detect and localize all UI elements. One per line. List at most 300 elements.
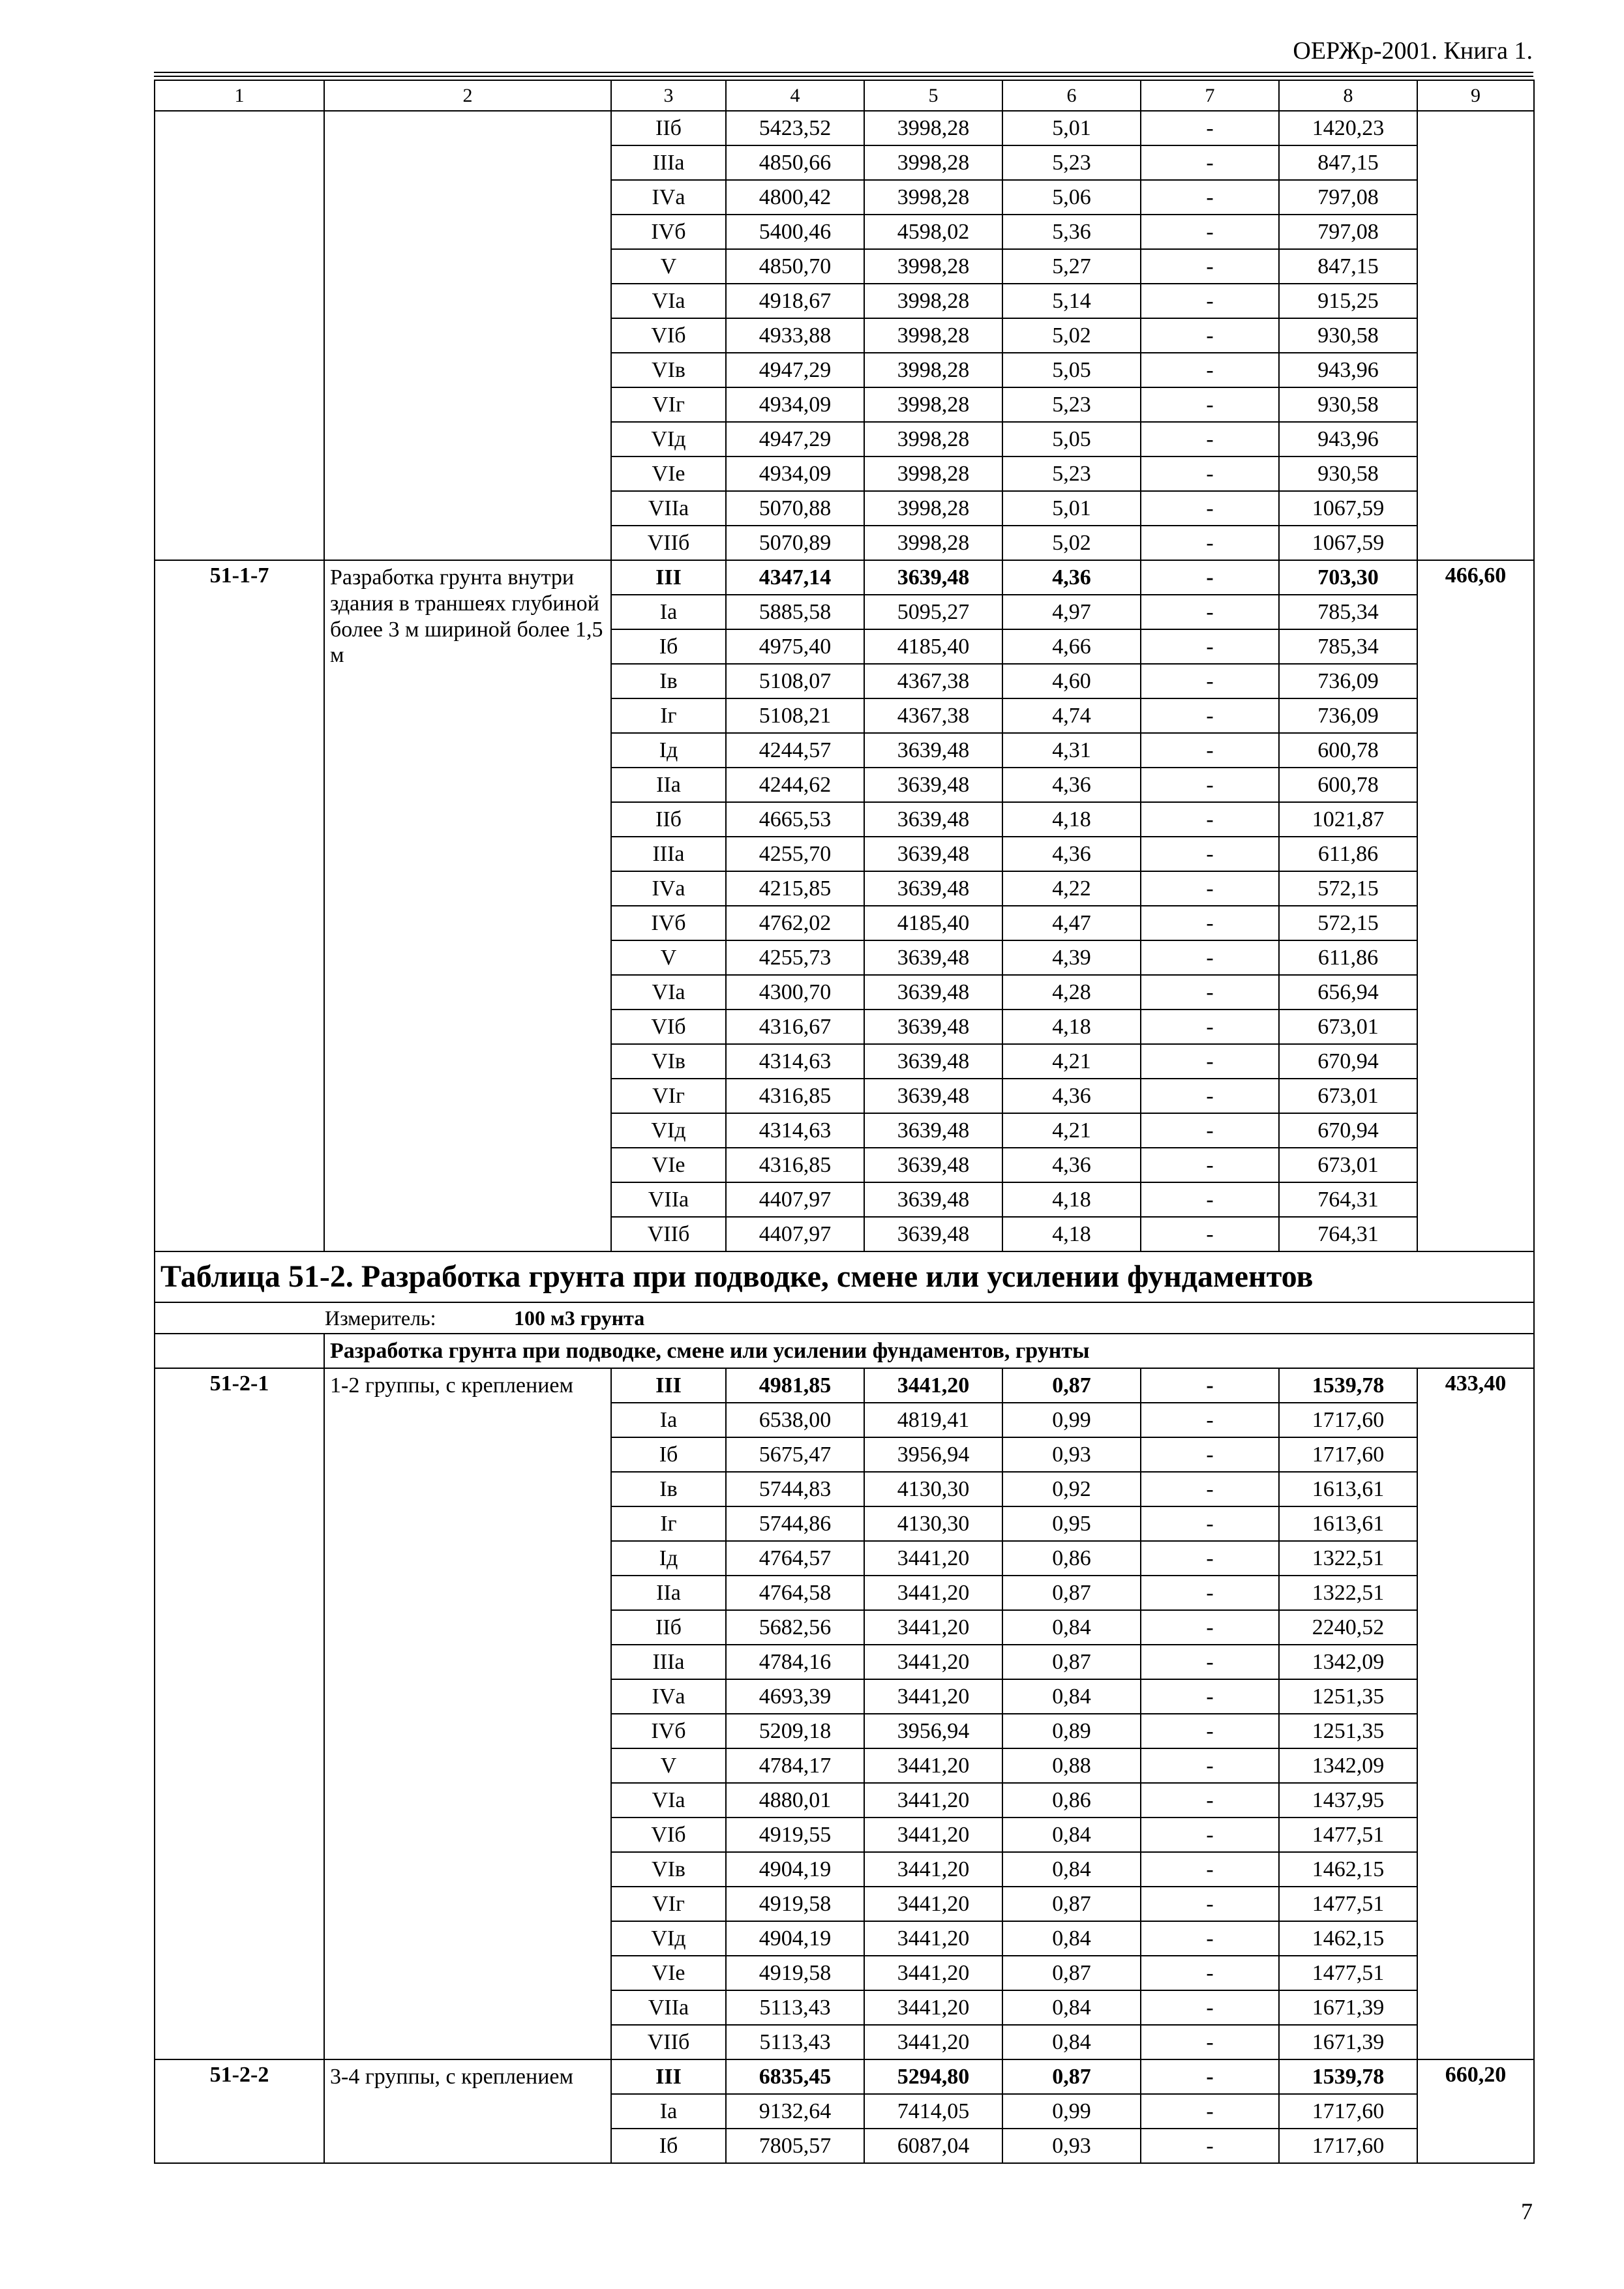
column-number-row xyxy=(155,80,1534,111)
soil-condition-cell: VIе xyxy=(611,1956,726,1990)
materials-cell: - xyxy=(1141,1541,1279,1576)
labor-cell: 572,15 xyxy=(1279,906,1417,940)
labor-cell: 1322,51 xyxy=(1279,1541,1417,1576)
wage-cell: 3998,28 xyxy=(864,180,1002,215)
soil-condition-cell: VIIа xyxy=(611,1990,726,2025)
direct-cost-cell: 4314,63 xyxy=(726,1113,864,1148)
wage-cell: 3956,94 xyxy=(864,1714,1002,1748)
machine-cell: 4,66 xyxy=(1002,629,1141,664)
machine-cell: 5,06 xyxy=(1002,180,1141,215)
machine-cell: 0,87 xyxy=(1002,1956,1141,1990)
materials-cell: - xyxy=(1141,2025,1279,2059)
wage-cell: 3998,28 xyxy=(864,526,1002,560)
materials-cell: - xyxy=(1141,111,1279,145)
machine-cell: 0,86 xyxy=(1002,1541,1141,1576)
direct-cost-cell: 4947,29 xyxy=(726,422,864,456)
soil-condition-cell: III xyxy=(611,1368,726,1403)
soil-condition-cell: VIд xyxy=(611,1113,726,1148)
machine-cell: 0,88 xyxy=(1002,1748,1141,1783)
soil-condition-cell: Iв xyxy=(611,1472,726,1506)
wage-cell: 5294,80 xyxy=(864,2059,1002,2094)
machine-cell: 5,05 xyxy=(1002,353,1141,387)
direct-cost-cell: 6835,45 xyxy=(726,2059,864,2094)
materials-cell: - xyxy=(1141,1887,1279,1921)
direct-cost-cell: 5108,07 xyxy=(726,664,864,698)
running-header: ОЕРЖр-2001. Книга 1. xyxy=(1293,37,1533,65)
materials-cell: - xyxy=(1141,698,1279,733)
materials-cell: - xyxy=(1141,249,1279,284)
materials-cell: - xyxy=(1141,2129,1279,2163)
direct-cost-cell: 4762,02 xyxy=(726,906,864,940)
table-title: Таблица 51-2. Разработка грунта при подводке, смене или усилении фундаментов xyxy=(155,1251,1534,1302)
wage-cell: 3441,20 xyxy=(864,1818,1002,1852)
wage-cell: 3639,48 xyxy=(864,1113,1002,1148)
wage-cell: 6087,04 xyxy=(864,2129,1002,2163)
wage-cell: 3441,20 xyxy=(864,1368,1002,1403)
direct-cost-cell: 5885,58 xyxy=(726,595,864,629)
direct-cost-cell: 4947,29 xyxy=(726,353,864,387)
soil-condition-cell: IVа xyxy=(611,180,726,215)
labor-cell: 797,08 xyxy=(1279,215,1417,249)
soil-condition-cell: Iа xyxy=(611,2094,726,2129)
soil-condition-cell: IIб xyxy=(611,802,726,837)
soil-condition-cell: Iг xyxy=(611,1506,726,1541)
direct-cost-cell: 4904,19 xyxy=(726,1921,864,1956)
labor-cell: 1717,60 xyxy=(1279,1437,1417,1472)
labor-cell: 847,15 xyxy=(1279,249,1417,284)
wage-cell: 3639,48 xyxy=(864,975,1002,1010)
wage-cell: 3639,48 xyxy=(864,1148,1002,1182)
soil-condition-cell: VIб xyxy=(611,318,726,353)
direct-cost-cell: 4981,85 xyxy=(726,1368,864,1403)
labor-cell: 930,58 xyxy=(1279,456,1417,491)
machine-cell: 4,18 xyxy=(1002,802,1141,837)
soil-condition-cell: Iб xyxy=(611,629,726,664)
labor-cell: 915,25 xyxy=(1279,284,1417,318)
labor-cell: 1477,51 xyxy=(1279,1818,1417,1852)
wage-cell: 3441,20 xyxy=(864,1541,1002,1576)
soil-condition-cell: VIг xyxy=(611,1079,726,1113)
wage-cell: 4130,30 xyxy=(864,1472,1002,1506)
materials-cell: - xyxy=(1141,1576,1279,1610)
direct-cost-cell: 4764,58 xyxy=(726,1576,864,1610)
labor-cell: 736,09 xyxy=(1279,664,1417,698)
labor-cell: 673,01 xyxy=(1279,1079,1417,1113)
rate-cell: 466,60 xyxy=(1417,560,1534,1251)
wage-cell: 7414,05 xyxy=(864,2094,1002,2129)
materials-cell: - xyxy=(1141,215,1279,249)
labor-cell: 611,86 xyxy=(1279,940,1417,975)
direct-cost-cell: 5675,47 xyxy=(726,1437,864,1472)
labor-cell: 785,34 xyxy=(1279,629,1417,664)
labor-cell: 1342,09 xyxy=(1279,1748,1417,1783)
wage-cell: 3441,20 xyxy=(864,1887,1002,1921)
wage-cell: 3639,48 xyxy=(864,871,1002,906)
machine-cell: 4,21 xyxy=(1002,1044,1141,1079)
wage-cell: 4367,38 xyxy=(864,698,1002,733)
soil-condition-cell: IIIа xyxy=(611,1645,726,1679)
soil-condition-cell: IIIа xyxy=(611,837,726,871)
materials-cell: - xyxy=(1141,318,1279,353)
labor-cell: 943,96 xyxy=(1279,422,1417,456)
soil-condition-cell: IVб xyxy=(611,1714,726,1748)
direct-cost-cell: 4255,70 xyxy=(726,837,864,871)
materials-cell: - xyxy=(1141,2059,1279,2094)
direct-cost-cell: 4800,42 xyxy=(726,180,864,215)
wage-cell: 3639,48 xyxy=(864,560,1002,595)
materials-cell: - xyxy=(1141,180,1279,215)
labor-cell: 847,15 xyxy=(1279,145,1417,180)
code-cell: 51-2-2 xyxy=(155,2059,324,2163)
direct-cost-cell: 4693,39 xyxy=(726,1679,864,1714)
wage-cell: 3639,48 xyxy=(864,837,1002,871)
materials-cell: - xyxy=(1141,1113,1279,1148)
column-number: 3 xyxy=(611,80,726,111)
soil-condition-cell: V xyxy=(611,249,726,284)
materials-cell: - xyxy=(1141,387,1279,422)
direct-cost-cell: 4255,73 xyxy=(726,940,864,975)
direct-cost-cell: 4314,63 xyxy=(726,1044,864,1079)
machine-cell: 4,21 xyxy=(1002,1113,1141,1148)
wage-cell: 3639,48 xyxy=(864,802,1002,837)
direct-cost-cell: 5070,88 xyxy=(726,491,864,526)
labor-cell: 930,58 xyxy=(1279,318,1417,353)
direct-cost-cell: 4933,88 xyxy=(726,318,864,353)
machine-cell: 0,93 xyxy=(1002,2129,1141,2163)
direct-cost-cell: 5682,56 xyxy=(726,1610,864,1645)
page-number: 7 xyxy=(1521,2198,1533,2224)
direct-cost-cell: 4244,62 xyxy=(726,768,864,802)
materials-cell: - xyxy=(1141,1403,1279,1437)
labor-cell: 1021,87 xyxy=(1279,802,1417,837)
wage-cell: 3441,20 xyxy=(864,1610,1002,1645)
machine-cell: 4,60 xyxy=(1002,664,1141,698)
soil-condition-cell: IIIа xyxy=(611,145,726,180)
labor-cell: 1251,35 xyxy=(1279,1679,1417,1714)
materials-cell: - xyxy=(1141,595,1279,629)
wage-cell: 4819,41 xyxy=(864,1403,1002,1437)
machine-cell: 4,18 xyxy=(1002,1010,1141,1044)
soil-condition-cell: VIа xyxy=(611,284,726,318)
column-number: 5 xyxy=(864,80,1002,111)
machine-cell: 4,39 xyxy=(1002,940,1141,975)
machine-cell: 4,47 xyxy=(1002,906,1141,940)
materials-cell: - xyxy=(1141,1437,1279,1472)
soil-condition-cell: IIб xyxy=(611,1610,726,1645)
labor-cell: 1613,61 xyxy=(1279,1506,1417,1541)
machine-cell: 4,31 xyxy=(1002,733,1141,768)
blank-cell xyxy=(155,1334,324,1368)
machine-cell: 5,23 xyxy=(1002,456,1141,491)
soil-condition-cell: IIа xyxy=(611,1576,726,1610)
wage-cell: 4367,38 xyxy=(864,664,1002,698)
description-cell xyxy=(324,111,611,560)
labor-cell: 673,01 xyxy=(1279,1148,1417,1182)
machine-cell: 0,84 xyxy=(1002,1610,1141,1645)
materials-cell: - xyxy=(1141,1645,1279,1679)
soil-condition-cell: VIв xyxy=(611,1044,726,1079)
direct-cost-cell: 4918,67 xyxy=(726,284,864,318)
materials-cell: - xyxy=(1141,871,1279,906)
direct-cost-cell: 4934,09 xyxy=(726,456,864,491)
machine-cell: 0,84 xyxy=(1002,1990,1141,2025)
materials-cell: - xyxy=(1141,768,1279,802)
materials-cell: - xyxy=(1141,1852,1279,1887)
direct-cost-cell: 4316,67 xyxy=(726,1010,864,1044)
column-number: 6 xyxy=(1002,80,1141,111)
wage-cell: 3956,94 xyxy=(864,1437,1002,1472)
direct-cost-cell: 7805,57 xyxy=(726,2129,864,2163)
soil-condition-cell: VIв xyxy=(611,353,726,387)
machine-cell: 5,01 xyxy=(1002,491,1141,526)
wage-cell: 4185,40 xyxy=(864,629,1002,664)
soil-condition-cell: III xyxy=(611,560,726,595)
materials-cell: - xyxy=(1141,1679,1279,1714)
soil-condition-cell: VIб xyxy=(611,1818,726,1852)
code-cell xyxy=(155,111,324,560)
materials-cell: - xyxy=(1141,802,1279,837)
labor-cell: 736,09 xyxy=(1279,698,1417,733)
labor-cell: 785,34 xyxy=(1279,595,1417,629)
soil-condition-cell: V xyxy=(611,1748,726,1783)
soil-condition-cell: IVа xyxy=(611,871,726,906)
machine-cell: 5,14 xyxy=(1002,284,1141,318)
description-cell: 1-2 группы, с креплением xyxy=(324,1368,611,2059)
materials-cell: - xyxy=(1141,1506,1279,1541)
direct-cost-cell: 4919,55 xyxy=(726,1818,864,1852)
column-number: 2 xyxy=(324,80,611,111)
table-row xyxy=(155,2059,1534,2094)
direct-cost-cell: 5400,46 xyxy=(726,215,864,249)
direct-cost-cell: 5070,89 xyxy=(726,526,864,560)
wage-cell: 3639,48 xyxy=(864,1182,1002,1217)
labor-cell: 1420,23 xyxy=(1279,111,1417,145)
materials-cell: - xyxy=(1141,1990,1279,2025)
description-cell: Разработка грунта внутри здания в траншеях глубиной более 3 м шириной более 1,5 м xyxy=(324,560,611,1251)
wage-cell: 4598,02 xyxy=(864,215,1002,249)
labor-cell: 1477,51 xyxy=(1279,1956,1417,1990)
direct-cost-cell: 4934,09 xyxy=(726,387,864,422)
labor-cell: 600,78 xyxy=(1279,768,1417,802)
description-cell: 3-4 группы, с креплением xyxy=(324,2059,611,2163)
materials-cell: - xyxy=(1141,145,1279,180)
machine-cell: 0,87 xyxy=(1002,1368,1141,1403)
direct-cost-cell: 4316,85 xyxy=(726,1079,864,1113)
soil-condition-cell: VIд xyxy=(611,422,726,456)
code-cell: 51-1-7 xyxy=(155,560,324,1251)
soil-condition-cell: VIIа xyxy=(611,1182,726,1217)
soil-condition-cell: IIа xyxy=(611,768,726,802)
materials-cell: - xyxy=(1141,456,1279,491)
soil-condition-cell: Iб xyxy=(611,1437,726,1472)
machine-cell: 4,36 xyxy=(1002,768,1141,802)
table-row xyxy=(155,111,1534,145)
machine-cell: 0,84 xyxy=(1002,1921,1141,1956)
materials-cell: - xyxy=(1141,491,1279,526)
header-rule-thin xyxy=(154,76,1533,77)
machine-cell: 4,22 xyxy=(1002,871,1141,906)
machine-cell: 0,99 xyxy=(1002,2094,1141,2129)
materials-cell: - xyxy=(1141,2094,1279,2129)
wage-cell: 3639,48 xyxy=(864,1217,1002,1251)
machine-cell: 0,87 xyxy=(1002,1887,1141,1921)
materials-cell: - xyxy=(1141,1182,1279,1217)
direct-cost-cell: 4975,40 xyxy=(726,629,864,664)
code-cell: 51-2-1 xyxy=(155,1368,324,2059)
soil-condition-cell: VIа xyxy=(611,1783,726,1818)
soil-condition-cell: VIа xyxy=(611,975,726,1010)
labor-cell: 611,86 xyxy=(1279,837,1417,871)
materials-cell: - xyxy=(1141,629,1279,664)
direct-cost-cell: 4919,58 xyxy=(726,1887,864,1921)
soil-condition-cell: VIд xyxy=(611,1921,726,1956)
labor-cell: 703,30 xyxy=(1279,560,1417,595)
wage-cell: 3441,20 xyxy=(864,1783,1002,1818)
machine-cell: 5,05 xyxy=(1002,422,1141,456)
table-row xyxy=(155,560,1534,595)
machine-cell: 4,74 xyxy=(1002,698,1141,733)
wage-cell: 3998,28 xyxy=(864,422,1002,456)
materials-cell: - xyxy=(1141,664,1279,698)
table-row xyxy=(155,1368,1534,1403)
wage-cell: 3998,28 xyxy=(864,456,1002,491)
machine-cell: 0,84 xyxy=(1002,1818,1141,1852)
materials-cell: - xyxy=(1141,1783,1279,1818)
machine-cell: 0,86 xyxy=(1002,1783,1141,1818)
wage-cell: 3441,20 xyxy=(864,2025,1002,2059)
materials-cell: - xyxy=(1141,1748,1279,1783)
soil-condition-cell: Iд xyxy=(611,733,726,768)
labor-cell: 930,58 xyxy=(1279,387,1417,422)
wage-cell: 3639,48 xyxy=(864,1044,1002,1079)
machine-cell: 5,27 xyxy=(1002,249,1141,284)
rate-cell: 660,20 xyxy=(1417,2059,1534,2163)
direct-cost-cell: 5423,52 xyxy=(726,111,864,145)
machine-cell: 5,02 xyxy=(1002,526,1141,560)
wage-cell: 3639,48 xyxy=(864,733,1002,768)
machine-cell: 4,36 xyxy=(1002,837,1141,871)
materials-cell: - xyxy=(1141,1079,1279,1113)
wage-cell: 3639,48 xyxy=(864,1010,1002,1044)
direct-cost-cell: 4300,70 xyxy=(726,975,864,1010)
machine-cell: 0,89 xyxy=(1002,1714,1141,1748)
column-number: 7 xyxy=(1141,80,1279,111)
soil-condition-cell: VIг xyxy=(611,387,726,422)
soil-condition-cell: VIе xyxy=(611,1148,726,1182)
machine-cell: 4,18 xyxy=(1002,1182,1141,1217)
materials-cell: - xyxy=(1141,1217,1279,1251)
soil-condition-cell: Iв xyxy=(611,664,726,698)
labor-cell: 764,31 xyxy=(1279,1217,1417,1251)
machine-cell: 0,99 xyxy=(1002,1403,1141,1437)
labor-cell: 1067,59 xyxy=(1279,526,1417,560)
column-number: 8 xyxy=(1279,80,1417,111)
direct-cost-cell: 4347,14 xyxy=(726,560,864,595)
machine-cell: 5,36 xyxy=(1002,215,1141,249)
machine-cell: 4,36 xyxy=(1002,1148,1141,1182)
direct-cost-cell: 6538,00 xyxy=(726,1403,864,1437)
labor-cell: 600,78 xyxy=(1279,733,1417,768)
labor-cell: 2240,52 xyxy=(1279,1610,1417,1645)
labor-cell: 1251,35 xyxy=(1279,1714,1417,1748)
labor-cell: 1477,51 xyxy=(1279,1887,1417,1921)
direct-cost-cell: 4850,70 xyxy=(726,249,864,284)
materials-cell: - xyxy=(1141,733,1279,768)
machine-cell: 4,36 xyxy=(1002,560,1141,595)
wage-cell: 4185,40 xyxy=(864,906,1002,940)
machine-cell: 0,84 xyxy=(1002,1679,1141,1714)
labor-cell: 1437,95 xyxy=(1279,1783,1417,1818)
direct-cost-cell: 4665,53 xyxy=(726,802,864,837)
materials-cell: - xyxy=(1141,1610,1279,1645)
wage-cell: 3998,28 xyxy=(864,491,1002,526)
direct-cost-cell: 4316,85 xyxy=(726,1148,864,1182)
column-number: 4 xyxy=(726,80,864,111)
measure-cell xyxy=(155,1302,1534,1334)
labor-cell: 1322,51 xyxy=(1279,1576,1417,1610)
rates-table-body xyxy=(155,80,1534,2163)
column-number: 9 xyxy=(1417,80,1534,111)
materials-cell: - xyxy=(1141,1921,1279,1956)
machine-cell: 4,97 xyxy=(1002,595,1141,629)
machine-cell: 0,87 xyxy=(1002,1645,1141,1679)
machine-cell: 0,84 xyxy=(1002,2025,1141,2059)
wage-cell: 3441,20 xyxy=(864,1852,1002,1887)
wage-cell: 3639,48 xyxy=(864,940,1002,975)
labor-cell: 670,94 xyxy=(1279,1113,1417,1148)
wage-cell: 3441,20 xyxy=(864,1748,1002,1783)
group-caption: Разработка грунта при подводке, смене или усилении фундаментов, грунты xyxy=(324,1334,1534,1368)
direct-cost-cell: 4880,01 xyxy=(726,1783,864,1818)
materials-cell: - xyxy=(1141,1818,1279,1852)
measure-row xyxy=(155,1302,1534,1334)
materials-cell: - xyxy=(1141,1044,1279,1079)
materials-cell: - xyxy=(1141,975,1279,1010)
wage-cell: 3441,20 xyxy=(864,1956,1002,1990)
labor-cell: 764,31 xyxy=(1279,1182,1417,1217)
labor-cell: 673,01 xyxy=(1279,1010,1417,1044)
direct-cost-cell: 5744,86 xyxy=(726,1506,864,1541)
measure-label: Измеритель: xyxy=(325,1306,436,1330)
wage-cell: 3639,48 xyxy=(864,1079,1002,1113)
materials-cell: - xyxy=(1141,1148,1279,1182)
rate-cell: 433,40 xyxy=(1417,1368,1534,2059)
direct-cost-cell: 4784,17 xyxy=(726,1748,864,1783)
soil-condition-cell: Iа xyxy=(611,1403,726,1437)
soil-condition-cell: VIе xyxy=(611,456,726,491)
direct-cost-cell: 5209,18 xyxy=(726,1714,864,1748)
wage-cell: 3998,28 xyxy=(864,284,1002,318)
labor-cell: 1717,60 xyxy=(1279,2129,1417,2163)
soil-condition-cell: Iа xyxy=(611,595,726,629)
materials-cell: - xyxy=(1141,1472,1279,1506)
header-rule xyxy=(154,72,1533,73)
rate-cell xyxy=(1417,111,1534,560)
soil-condition-cell: Iг xyxy=(611,698,726,733)
wage-cell: 3998,28 xyxy=(864,145,1002,180)
soil-condition-cell: Iб xyxy=(611,2129,726,2163)
table-title-row xyxy=(155,1251,1534,1302)
direct-cost-cell: 5744,83 xyxy=(726,1472,864,1506)
machine-cell: 0,95 xyxy=(1002,1506,1141,1541)
machine-cell: 4,28 xyxy=(1002,975,1141,1010)
soil-condition-cell: III xyxy=(611,2059,726,2094)
soil-condition-cell: IIб xyxy=(611,111,726,145)
machine-cell: 0,87 xyxy=(1002,2059,1141,2094)
wage-cell: 3441,20 xyxy=(864,1921,1002,1956)
direct-cost-cell: 4244,57 xyxy=(726,733,864,768)
soil-condition-cell: IVб xyxy=(611,215,726,249)
